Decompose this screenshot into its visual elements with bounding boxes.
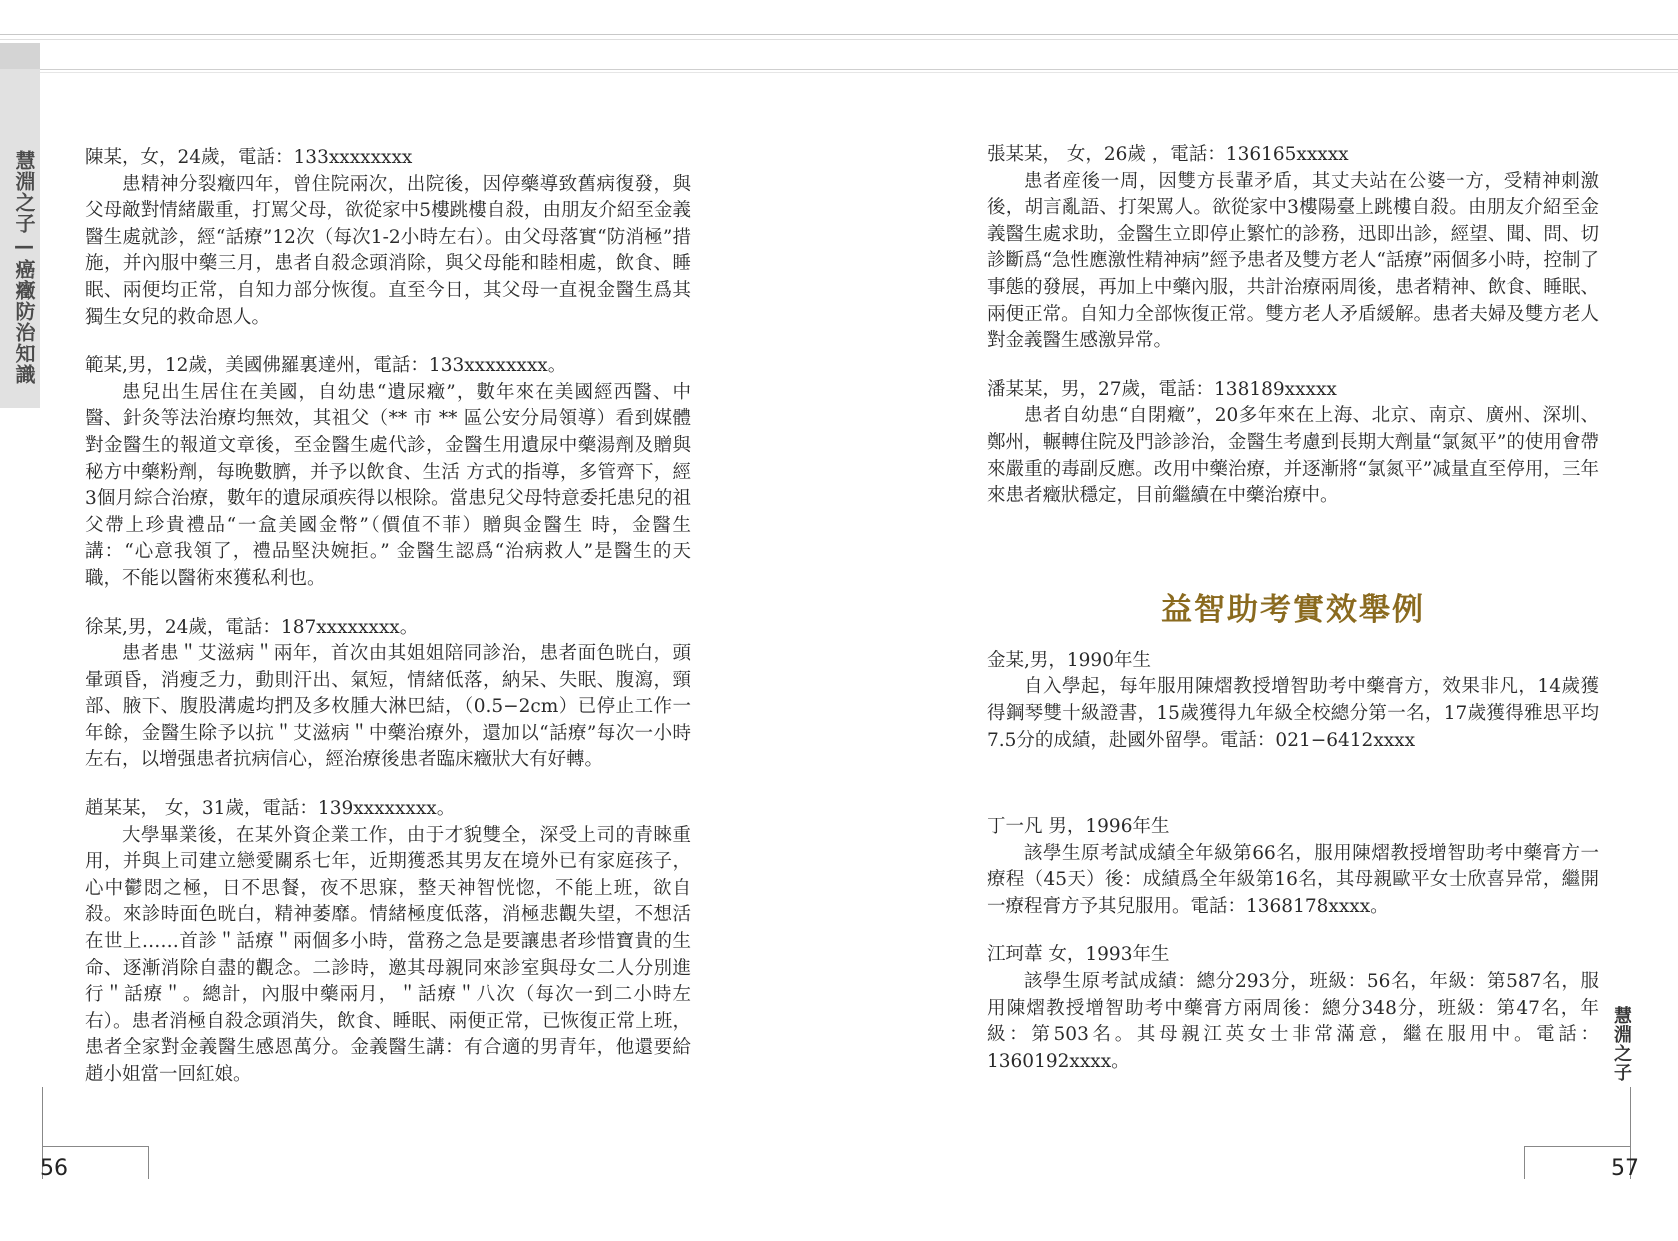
exam-body: 該學生原考試成績：總分293分，班級：56名，年級：第587名，服用陳熠教授增智助考中藥膏方兩周後：總分348分，班級：第47名，年級：第503名。其母親江英女士非常滿意，繼在服用中。電話：1360192xxxx。 <box>987 971 1599 1072</box>
corner-mark <box>42 1146 148 1147</box>
case-heading: 趙某某， 女，31歲，電話：139xxxxxxxx。 <box>85 798 456 820</box>
case-entry <box>85 615 691 775</box>
corner-mark <box>148 1146 149 1179</box>
case-body: 患兒出生居住在美國，自幼患“遺尿癥”，數年來在美國經西醫、中醫、針灸等法治療均無效，其祖父（** 市 ** 區公安分局領導）看到媒體對金醫生的報道文章後，至金醫生處代診，金醫生用遺尿中藥湯劑及贈與秘方中藥粉劑，每晚數臍，并予以飲食、生活 方式的指導，多管齊下，經3個月綜合治療，數年的遺尿頑疾得以根除。當患兒父母特意委托患兒的祖父帶上珍貴禮品“一盒美國金幣”（價值不菲）贈與金醫生 時，金醫生講：“心意我領了，禮品堅決婉拒。” 金醫生認爲“治病救人”是醫生的天職，不能以醫術來獲私利也。 <box>85 381 691 589</box>
exam-heading: 江珂葦 女，1993年生 <box>987 944 1170 966</box>
case-entry <box>987 142 1599 355</box>
case-body: 患精神分裂癥四年，曾住院兩次，出院後，因停藥導致舊病復發，與父母敵對情緒嚴重，打罵父母，欲從家中5樓跳樓自殺，由朋友介紹至金義醫生處就診，經“話療”12次（每次1-2小時左右）。由父母落實“防消極”措施，并內服中藥三月，患者自殺念頭消除，與父母能和睦相處，飲食、睡眠、兩便均正常，自知力部分恢復。直至今日，其父母一直視金醫生爲其獨生女兒的救命恩人。 <box>85 173 691 328</box>
case-body: 患者患＂艾滋病＂兩年，首次由其姐姐陪同診治，患者面色晄白，頭暈頭昏，消瘦乏力，動則汗出、氣短，情緒低落，納呆、失眠、腹瀉，頸部、腋下、腹股溝處均捫及多枚腫大淋巴結，（0.5−2cm）已停止工作一年餘，金醫生除予以抗＂艾滋病＂中藥治療外，還加以“話療”每次一小時左右，以增强患者抗病信心，經治療後患者臨床癥狀大有好轉。 <box>85 643 691 771</box>
header-rule <box>40 69 1678 70</box>
exam-body: 自入學起，每年服用陳熠教授增智助考中藥膏方，效果非凡，14歲獲得鋼琴雙十級證書，15歲獲得九年級全校總分第一名，17歲獲得雅思平均7.5分的成績，赴國外留學。電話：021−6412xxxx <box>987 676 1599 751</box>
corner-mark <box>1524 1146 1525 1179</box>
spacer <box>987 776 1599 814</box>
exam-entry <box>987 648 1599 754</box>
case-body: 患者自幼患“自閉癥”，20多年來在上海、北京、南京、廣州、深圳、鄭州，輾轉住院及門診診治，金醫生考慮到長期大劑量“氯氮平”的使用會帶來嚴重的毒副反應。改用中藥治療，并逐漸將“氯氮平”减量直至停用，三年來患者癥狀穩定，目前繼續在中藥治療中。 <box>987 405 1599 507</box>
side-tab-top <box>0 43 40 69</box>
exam-body: 該學生原考試成績全年級第66名，服用陳熠教授增智助考中藥膏方一療程（45天）後：成績爲全年級第16名，其母親歐平女士欣喜异常，繼開一療程膏方予其兒服用。電話：1368178xxxx。 <box>987 842 1599 917</box>
case-heading: 張某某， 女，26歲 ，電話：136165xxxxx <box>987 144 1349 165</box>
top-rule <box>0 34 1678 35</box>
section-title: 益智助考實效舉例 <box>1161 591 1425 628</box>
case-heading: 陳某，女，24歲，電話：133xxxxxxxx <box>85 147 413 168</box>
exam-heading: 丁一凡 男，1996年生 <box>987 816 1170 838</box>
case-body: 大學畢業後，在某外資企業工作，由于才貌雙全，深受上司的青睞重用，并與上司建立戀愛關系七年，近期獲悉其男友在境外已有家庭孩子，心中鬱悶之極，日不思餐，夜不思寐，整天神智恍惚，不能上班，欲自殺。來診時面色晄白，精神萎靡。情緒極度低落，消極悲觀失望，不想活在世上……首診＂話療＂兩個多小時，當務之急是要讓患者珍惜寶貴的生命、逐漸消除自盡的觀念。二診時，邀其母親同來診室與母女二人分別進行＂話療＂。總計，內服中藥兩月，＂話療＂八次（每次一到二小時左右）。患者消極自殺念頭消失，飲食、睡眠、兩便正常，已恢復正常上班，患者全家對金義醫生感恩萬分。金義醫生講：有合適的男青年，他還要給趙小姐當一回紅娘。 <box>85 824 691 1085</box>
case-entry <box>85 353 691 592</box>
right-page-text <box>987 142 1599 1097</box>
case-entry <box>85 145 691 331</box>
left-page-text <box>85 145 691 1111</box>
corner-mark <box>1524 1146 1630 1147</box>
case-heading: 潘某某，男，27歲，電話：138189xxxxx <box>987 378 1337 400</box>
case-entry <box>85 796 691 1089</box>
case-heading: 徐某,男，24歲，電話：187xxxxxxxx。 <box>85 616 419 638</box>
case-body: 患者産後一周，因雙方長輩矛盾，其丈夫站在公婆一方，受精神刺激後，胡言亂語、打架罵人。欲從家中3樓陽臺上跳樓自殺。由朋友介紹至金義醫生處求助，金醫生立即停止繁忙的診務，迅即出診，經望、聞、問、切診斷爲“急性應激性精神病”經予患者及雙方老人“話療”兩個多小時，控制了事態的發展，再加上中藥內服，共計治療兩周後，患者精神、飲食、睡眠、兩便正常。自知力全部恢復正常。雙方老人矛盾緩解。患者夫婦及雙方老人對金義醫生感激异常。 <box>987 170 1599 352</box>
left-running-title: 慧淵之子—癌癥防治知識 <box>12 150 36 385</box>
page-number-right: 57 <box>1611 1156 1639 1181</box>
right-running-title: 慧淵之子 <box>1611 1006 1632 1082</box>
top-rule <box>0 39 1678 40</box>
case-heading: 範某,男，12歲，美國佛羅裏達州，電話：133xxxxxxxx。 <box>85 355 567 377</box>
header-rule <box>40 72 1678 73</box>
case-entry <box>987 377 1599 510</box>
exam-entry <box>987 814 1599 920</box>
exam-entry <box>987 942 1599 1075</box>
page-number-left: 56 <box>40 1156 68 1181</box>
exam-heading: 金某,男，1990年生 <box>987 649 1151 671</box>
